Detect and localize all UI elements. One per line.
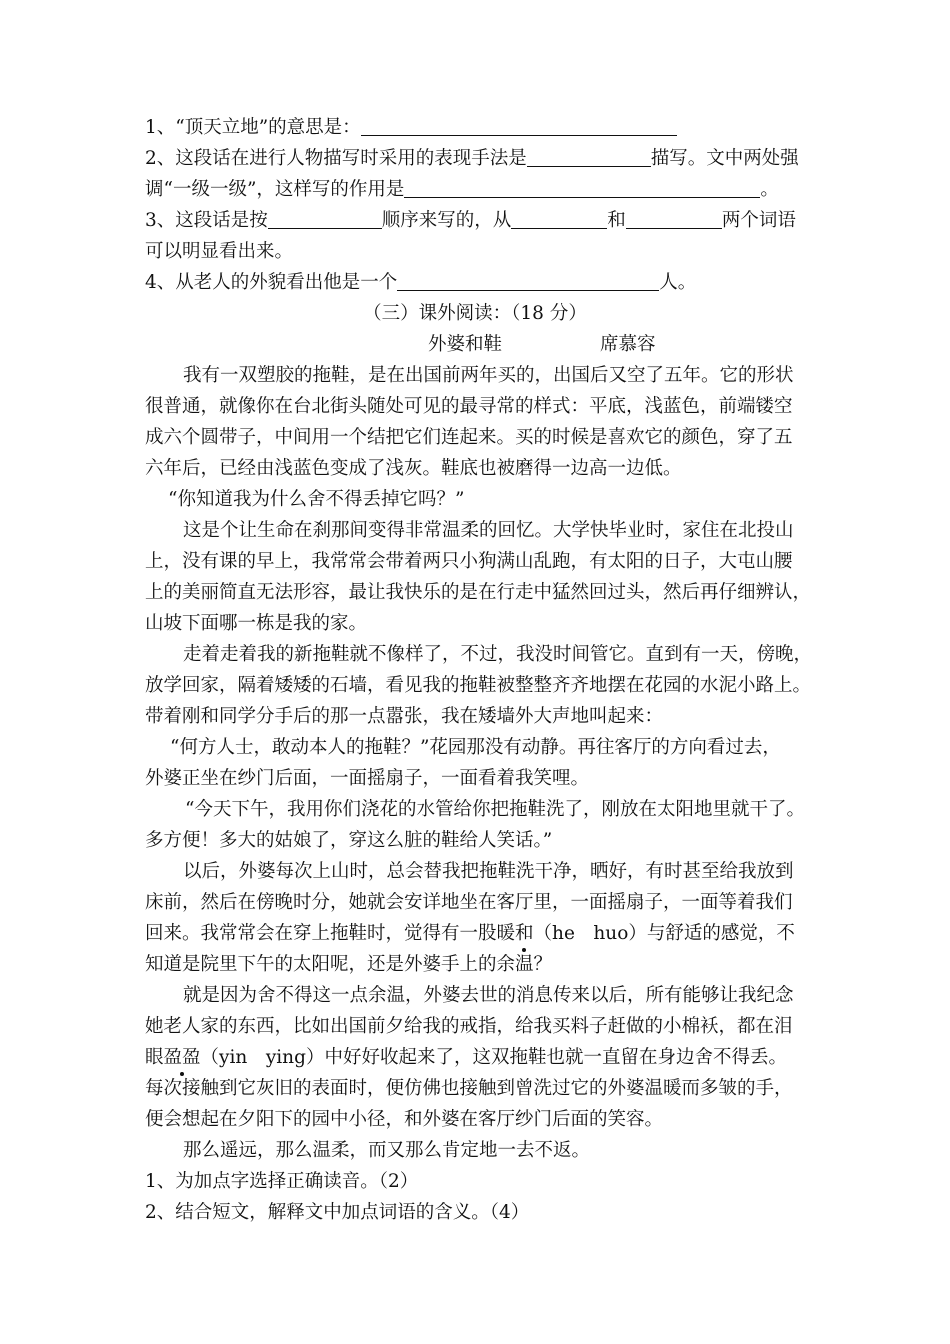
passage-line: 走着走着我的新拖鞋就不像样了，不过，我没时间管它。直到有一天，傍晚，	[183, 644, 813, 665]
question-2-text-b: 描写。文中两处强	[650, 148, 799, 169]
dotted-word: 盈盈	[163, 1047, 201, 1068]
question-3-line-1	[145, 209, 796, 233]
passage-line: 我有一双塑胶的拖鞋，是在出国前两年买的，出国后又空了五年。它的形状	[183, 365, 794, 386]
answer-blank-1[interactable]	[361, 117, 677, 136]
pinyin-choice: （yin ying）中好好收起来了，这双拖鞋也就一直留在身边舍不得丢。	[200, 1047, 787, 1068]
question-4-text-a: 4、从老人的外貌看出他是一个	[145, 272, 398, 293]
question-4	[145, 271, 696, 295]
passage-line: 床前，然后在傍晚时分，她就会安详地坐在客厅里，一面摇扇子，一面等着我们	[145, 892, 793, 913]
question-3-text-c: 和	[607, 210, 626, 231]
dotted-character: 和	[515, 923, 534, 944]
question-3-text-a: 3、这段话是按	[145, 210, 268, 231]
passage-line: 便会想起在夕阳下的园中小径，和外婆在客厅纱门后面的笑容。	[145, 1109, 664, 1130]
passage-line: 成六个圆带子，中间用一个结把它们连起来。买的时候是喜欢它的颜色，穿了五	[145, 427, 793, 448]
passage-line: 知道是院里下午的太阳呢，还是外婆手上的余温？	[145, 954, 553, 975]
passage-line-with-dotted-char	[145, 922, 795, 946]
passage-title: 外婆和鞋	[428, 334, 503, 355]
question-2-text-c: 调“一级一级”，这样写的作用是	[145, 179, 405, 200]
passage-line: “你知道我为什么舍不得丢掉它吗？”	[168, 489, 465, 510]
passage-line: 很普通，就像你在台北街头随处可见的最寻常的样式：平底，浅蓝色，前端镂空	[145, 396, 793, 417]
passage-line: 带着刚和同学分手后的那一点嚣张，我在矮墙外大声地叫起来：	[145, 706, 664, 727]
passage-text: 回来。我常常会在穿上拖鞋时，觉得有一股暖	[145, 923, 516, 944]
question-2-text-d: 。	[760, 179, 779, 200]
passage-line: 她老人家的东西，比如出国前夕给我的戒指，给我买料子赶做的小棉袄，都在泪	[145, 1016, 793, 1037]
passage-line: 山坡下面哪一栋是我的家。	[145, 613, 368, 634]
answer-blank-3b[interactable]	[511, 210, 607, 229]
question-4-text-b: 人。	[659, 272, 697, 293]
reading-question-1: 1、为加点字选择正确读音。（2）	[145, 1171, 419, 1192]
answer-blank-3c[interactable]	[626, 210, 722, 229]
question-3-text-d: 两个词语	[721, 210, 796, 231]
question-3-line-2: 可以明显看出来。	[145, 241, 294, 262]
passage-line: 六年后，已经由浅蓝色变成了浅灰。鞋底也被磨得一边高一边低。	[145, 458, 682, 479]
passage-line: “今天下午，我用你们浇花的水管给你把拖鞋洗了，刚放在太阳地里就干了。	[185, 799, 805, 820]
answer-blank-4[interactable]	[397, 272, 659, 291]
passage-line: 那么遥远，那么温柔，而又那么肯定地一去不返。	[183, 1140, 591, 1161]
question-2-line-2	[145, 178, 779, 202]
pinyin-choice: （he huo）与舒适的感觉，不	[533, 923, 795, 944]
passage-line: 外婆正坐在纱门后面，一面摇扇子，一面看着我笑哩。	[145, 768, 590, 789]
passage-line: 多方便！多大的姑娘了，穿这么脏的鞋给人笑话。”	[145, 830, 553, 851]
answer-blank-2b[interactable]	[404, 179, 760, 198]
passage-line: 以后，外婆每次上山时，总会替我把拖鞋洗干净，晒好，有时甚至给我放到	[183, 861, 794, 882]
passage-author: 席慕容	[600, 334, 656, 355]
answer-blank-2a[interactable]	[527, 148, 651, 167]
passage-text: 眼	[145, 1047, 164, 1068]
answer-blank-3a[interactable]	[268, 210, 382, 229]
passage-line-with-dotted-word	[145, 1046, 787, 1070]
passage-line: 放学回家，隔着矮矮的石墙，看见我的拖鞋被整整齐齐地摆在花园的水泥小路上。	[145, 675, 812, 696]
passage-line: 上的美丽简直无法形容，最让我快乐的是在行走中猛然回过头，然后再仔细辨认，	[145, 582, 812, 603]
section-heading: （三）课外阅读：（18 分）	[363, 303, 587, 324]
question-3-text-b: 顺序来写的，从	[381, 210, 512, 231]
question-1-text: 1、“顶天立地”的意思是：	[145, 117, 361, 138]
passage-line: 就是因为舍不得这一点余温，外婆去世的消息传来以后，所有能够让我纪念	[183, 985, 794, 1006]
passage-line: 每次接触到它灰旧的表面时，便仿佛也接触到曾洗过它的外婆温暖而多皱的手，	[145, 1078, 793, 1099]
question-2-text-a: 2、这段话在进行人物描写时采用的表现手法是	[145, 148, 527, 169]
passage-line: 这是个让生命在刹那间变得非常温柔的回忆。大学快毕业时，家住在北投山	[183, 520, 794, 541]
reading-question-2: 2、结合短文，解释文中加点词语的含义。（4）	[145, 1202, 530, 1223]
passage-line: 上，没有课的早上，我常常会带着两只小狗满山乱跑，有太阳的日子，大屯山腰	[145, 551, 793, 572]
question-1	[145, 116, 677, 140]
question-2-line-1	[145, 147, 799, 171]
passage-line: “何方人士，敢动本人的拖鞋？”花园那没有动静。再往客厅的方向看过去，	[170, 737, 781, 758]
